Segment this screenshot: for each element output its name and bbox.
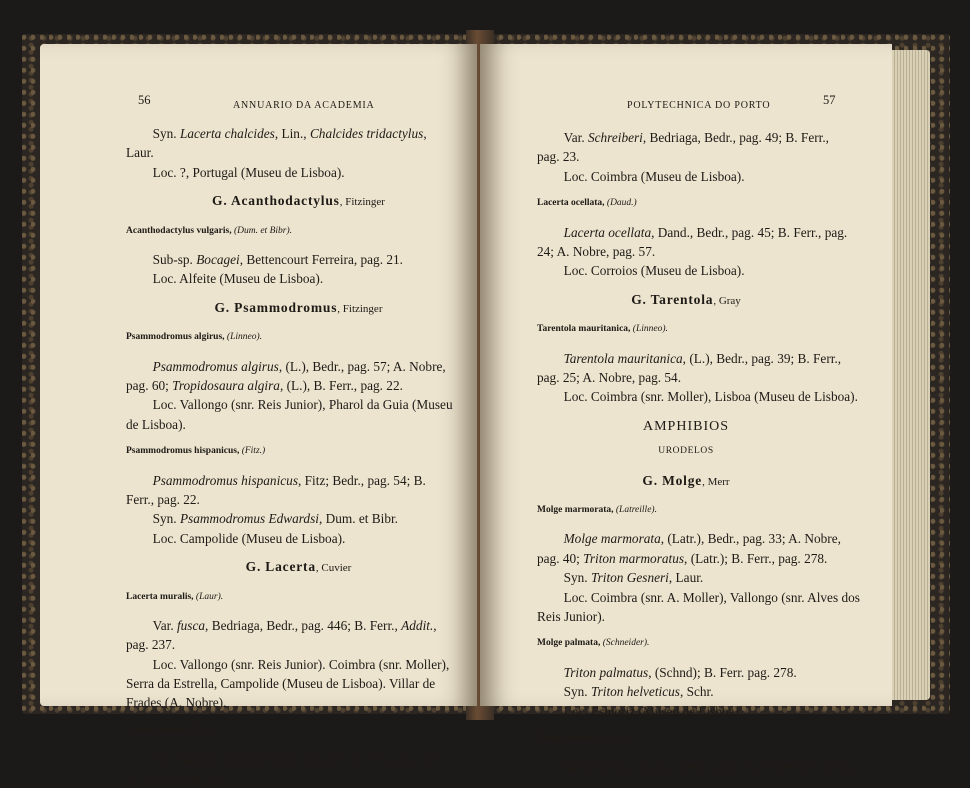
species-heading [126,442,471,461]
running-head-left: ANNUARIO DA ACADEMIA [233,100,375,111]
text-run: , Dum. et Bibr. [318,511,398,527]
text-run: , Lin., [274,126,310,141]
italic-term: Triton helveticus [590,684,680,700]
text-run: , Boulgr. Bedr., pag. 48; B. Ferr., pag. 23; [219,751,440,767]
text-run: A. Nobre, pag. 58. [126,770,225,786]
text-line [537,223,848,242]
species-author: (Daud.) [188,724,221,735]
italic-term: Addit. [401,617,434,633]
running-head-right: POLYTECHNICA DO PORTO [627,100,771,111]
text-line [126,490,471,509]
text-line [537,588,860,607]
text-run: Loc. Campolide (Museu de Lisboa). [152,530,346,546]
genus-name: G. Tarentola [631,291,714,307]
text-line [126,769,471,788]
species-author: (Laur). [193,591,224,602]
genus-name: G. Acanthodactylus [212,193,340,209]
text-run: Var. [152,617,177,633]
text-line [537,261,835,280]
text-run: pag. 25; A. Nobre, pag. 54. [537,369,682,385]
text-line [126,674,471,693]
text-run: Laur. [126,145,154,161]
species-name: Molge marmorata, [537,504,614,515]
text-run: Serra da Estrella, Campolide (Museu de Lisboa). Villar de [126,676,436,692]
text-run: Syn. [563,570,591,586]
text-run: Reis Junior). [537,608,605,624]
text-line [537,349,842,368]
left-page [40,44,477,786]
text-run: , Dand., Bedr., pag. 45; B. Ferr., pag. [651,224,848,240]
text-run: , (L.), Bedr., pag. 39; B. Ferr., [682,350,842,366]
italic-term: Triton palmatus [563,664,649,680]
text-line [537,757,859,776]
italic-term: Chalcides tridactylus [309,126,424,141]
text-line [537,568,835,587]
section-heading: AMPHIBIOS [642,418,729,434]
genus-author: , Merr [702,475,730,488]
italic-term: Pelonectes Boscai [761,759,859,775]
text-line [126,163,471,182]
text-run: Loc. ?, Portugal (Museu de Lisboa). [152,164,345,180]
text-run: , Fitz; Bedr., pag. 54; B. [298,472,426,488]
species-author: (Lataste). [593,732,633,743]
text-run: , [423,126,427,141]
text-line [537,147,835,166]
text-run: Loc. Vallongo (snr. Reis Junior), Pharol da Guia (Museu [152,397,453,413]
italic-term: Gadowi [176,751,220,767]
text-run: Loc. Coimbra (snr. A. Moller), Vallongo (snr. Alves dos [563,589,860,605]
text-line [126,616,471,635]
right-page [480,44,892,775]
italic-term: fusca [176,617,206,633]
right-page-text [537,128,860,777]
italic-term: Psammodromus Edwardsi [179,511,319,527]
text-line [537,529,841,548]
species-name: Molge palmata, [537,638,601,649]
italic-term: Bocagei [196,251,240,267]
text-run: Syn. [152,126,180,141]
italic-term: Psammodromus hispanicus [152,472,299,488]
species-heading [537,320,835,339]
species-author: (Daud.) [604,198,637,209]
text-run: , (L.), Bedr., pag. 57; A. Nobre, [278,358,446,374]
italic-term: Lacerta chalcides [179,126,275,141]
text-line [126,357,471,376]
text-run: Sub-sp. [152,251,197,267]
italic-term: Tropidosaura algira [172,377,280,393]
genus-heading [126,557,471,578]
species-name: Lacerta ocellata, [537,198,605,209]
text-run: Var. [152,751,177,767]
genus-author: , Fitzinger [337,302,383,315]
species-name: Lacerta muralis, [126,591,194,602]
text-run: pag. 237. [126,637,176,653]
text-line [537,128,835,147]
text-run: , Bedriaga, Bedr., pag. 49; B. Ferr., [642,130,829,145]
text-run: , [433,617,437,633]
text-line [126,471,471,490]
text-line [126,124,471,143]
text-line [537,167,835,186]
species-name: Molge Boscai, [537,732,594,743]
text-run: Loc. Vallongo (snr. Reis Junior). Coimbra (snr. Moller), [152,656,450,672]
text-run: Syn. [152,511,180,527]
italic-term: Tarentola mauritanica [563,350,683,366]
page-edges [892,50,930,700]
text-run: , (Schnd); B. Ferr. pag. 278. [648,664,797,680]
text-line [537,368,835,387]
species-heading [537,194,835,213]
text-run: , Schr. [679,684,714,700]
species-name: Acanthodactylus vulgaris, [126,225,232,236]
genus-heading [537,471,835,492]
text-line [126,269,471,288]
italic-term: Psammodromus algirus [152,358,279,374]
text-line [537,702,835,721]
text-run: , (Latr.); B. Ferr., pag. 278. [684,550,828,566]
text-run: , Bedriaga, Bedr., pag. 446; B. Ferr., [205,617,402,633]
left-page-text [126,124,471,788]
species-heading [126,588,471,607]
text-run: , Bettencourt Ferreira, pag. 21. [239,251,403,267]
text-line [537,387,858,406]
species-author: (Linneo). [224,332,262,343]
text-run: , (Latr.), Bedr., pag. 33; A. Nobre, [660,531,841,547]
text-run: , (L.), B. Ferr., pag. 22. [279,377,403,393]
text-run: Syn. [563,684,591,700]
genus-name: G. Psammodromus [214,299,338,315]
text-line [126,749,471,768]
text-run: Loc. Esmoriz (Museu de Lisboa). [563,703,743,719]
genus-author: , Gray [713,294,741,307]
species-name: Lacerta viridis, [126,724,189,735]
text-line [126,693,471,712]
species-heading [126,222,471,241]
text-run: , (Lat.), Bedr., pag. 35; [637,759,762,775]
genus-heading [126,191,471,212]
text-line [537,682,835,701]
species-heading [537,729,835,748]
text-run: Var. [563,130,588,145]
text-line [126,395,471,414]
text-run: Loc. Coimbra (Museu de Lisboa). [563,168,745,184]
genus-name: G. Molge [642,472,703,488]
text-run: pag. 40; [537,550,584,566]
text-line [126,376,471,395]
species-heading [126,328,471,347]
text-line [126,529,471,548]
species-heading [537,501,835,520]
genus-name: G. Lacerta [245,559,316,575]
text-line [126,509,471,528]
text-run: 24; A. Nobre, pag. 57. [537,243,656,259]
species-author: (Linneo). [630,324,668,335]
italic-term: Schreiberi [587,130,643,145]
genus-author: , Fitzinger [339,196,385,209]
text-line [126,143,471,162]
text-line [126,250,471,269]
text-line [537,549,835,568]
italic-term: Molge Boscai [563,759,638,775]
page-number-right: 57 [823,93,836,107]
page-number-left: 56 [138,93,151,107]
text-line [537,663,835,682]
species-author: (Latreille). [613,504,657,515]
text-line [126,655,471,674]
text-line [537,242,835,261]
genus-heading [126,298,471,319]
species-name: Psammodromus algirus, [126,332,225,343]
species-heading [537,634,835,653]
text-run: de Lisboa). [126,416,186,432]
text-line [126,415,471,434]
species-name: Psammodromus hispanicus, [126,446,240,457]
text-run: Frades (A. Nobre). [126,695,227,711]
text-line [537,607,835,626]
italic-term: Triton marmoratus [583,550,685,566]
species-author: (Schneider). [600,638,650,649]
italic-term: Lacerta ocellata [563,224,652,240]
italic-term: Triton Gesneri [590,570,669,586]
species-author: (Fitz.) [239,446,266,457]
text-run: Loc. Alfeite (Museu de Lisboa). [152,271,324,287]
subsection-heading: URODELOS [658,446,714,457]
genus-heading [537,290,835,311]
genus-author: , Cuvier [315,562,352,575]
text-run: pag. 23. [537,149,580,165]
italic-term: Molge marmorata [563,531,661,547]
text-line [126,635,471,654]
text-run: pag. 60; [126,377,173,393]
species-author: (Dum. et Bibr). [231,225,292,236]
species-heading [126,721,471,740]
text-run: , Laur. [668,570,704,586]
text-run: Ferr., pag. 22. [126,491,200,507]
species-name: Tarentola mauritanica, [537,324,631,335]
text-run: Loc. Coimbra (snr. Moller), Lisboa (Museu de Lisboa). [563,389,858,405]
text-run: Loc. Corroios (Museu de Lisboa). [563,263,745,279]
